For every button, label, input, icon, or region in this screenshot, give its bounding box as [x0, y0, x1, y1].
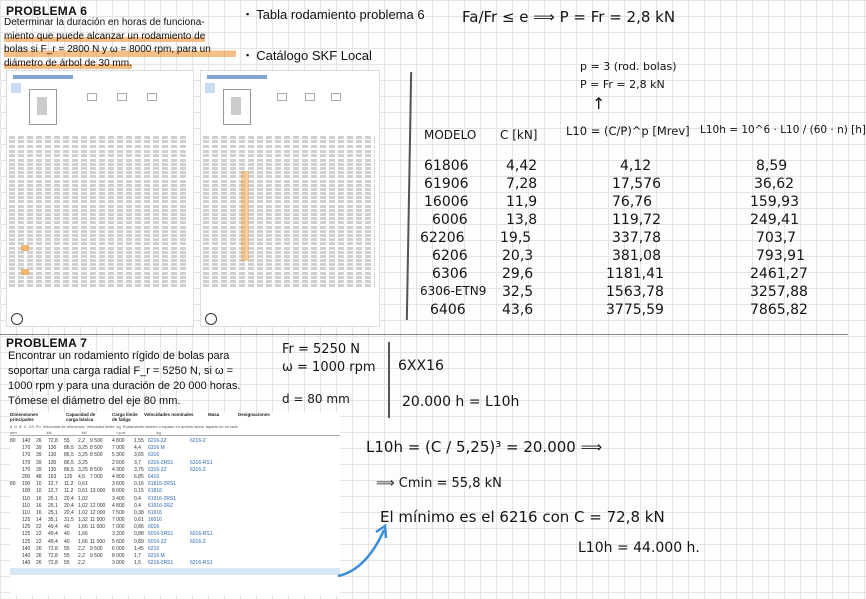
catalog-cell: 0,38 — [134, 509, 144, 516]
catalog-cell: 130 — [48, 452, 57, 459]
catalog-cell: 140 — [22, 545, 31, 552]
catalog-cell: 1,45 — [134, 545, 144, 552]
catalog-cell — [190, 481, 222, 488]
catalog-cell — [10, 553, 22, 560]
catalog-row — [10, 517, 340, 524]
catalog-cell: 22 — [36, 524, 42, 531]
catalog-cell: 110 — [22, 509, 30, 516]
catalog-cell: 0,61 — [78, 488, 88, 495]
catalog-cell: 8 500 — [90, 466, 103, 473]
catalog-cell: 86,5 — [64, 452, 74, 459]
catalog-cell: 26 — [36, 438, 42, 444]
catalog-cell: 7 000 — [112, 524, 125, 531]
catalog-row — [10, 524, 340, 531]
catalog-cell: 16 — [36, 502, 42, 509]
catalog-cell: 6216 M — [148, 553, 165, 559]
catalog-header: Masa — [208, 412, 220, 417]
section-divider — [0, 334, 848, 335]
catalog-cell: 6216-Z — [190, 438, 206, 444]
catalog-cell: 72,8 — [48, 438, 58, 444]
catalog-cell — [190, 452, 222, 459]
catalog-subheader: Velocidad límite — [86, 424, 115, 429]
catalog-cell: 1,5 — [134, 560, 141, 567]
problem7-statement — [8, 349, 268, 409]
catalog-cell: 80 — [10, 438, 16, 444]
cmin-result: ⟹ Cmin = 55,8 kN — [376, 476, 502, 491]
given-fr: Fr = 5250 N — [282, 342, 360, 357]
catalog-cell: 3 200 — [112, 531, 125, 538]
catalog-cell — [10, 460, 22, 467]
catalog-cell — [10, 474, 22, 481]
catalog-cell: 9 500 — [90, 438, 103, 444]
catalog-subheader: Pu — [35, 424, 41, 429]
catalog-row — [10, 503, 340, 510]
catalog-cell: 11,2 — [64, 481, 74, 488]
catalog-cell: 140 — [22, 553, 31, 559]
catalog-subheader: d — [10, 424, 13, 429]
table-row: 61806 4,42 4,12 8,59 — [424, 158, 788, 174]
catalog-cell — [190, 553, 222, 560]
catalog-cell: 55 — [64, 545, 70, 552]
catalog-page-thumbnail-2 — [200, 70, 380, 327]
catalog-cell: 3,75 — [134, 466, 144, 473]
catalog-cell: 1,66 — [78, 524, 88, 531]
catalog-cell: 125 — [22, 538, 31, 545]
catalog-cell: 6 000 — [112, 545, 125, 552]
catalog-cell — [190, 510, 222, 517]
catalog-cell: 0,89 — [134, 538, 144, 545]
catalog-cell: 125 — [22, 517, 31, 524]
catalog-cell: 20,4 — [64, 495, 74, 502]
catalog-cell: 80 — [10, 481, 16, 488]
catalog-cell: 20,4 — [64, 502, 74, 509]
catalog-cell: 6416 — [148, 473, 160, 480]
catalog-subheader: B — [19, 424, 22, 429]
catalog-cell: 8 500 — [90, 452, 103, 459]
catalog-unit: kN — [81, 430, 87, 435]
link-catalogo-skf[interactable]: ▪ Catálogo SKF Local — [246, 48, 372, 63]
catalog-cell: 4 800 — [112, 502, 125, 509]
catalog-table — [10, 412, 340, 596]
catalog-cell: 31,5 — [64, 517, 74, 524]
catalog-cell: 16 — [36, 509, 42, 516]
catalog-cell — [10, 560, 22, 567]
catalog-cell: 13 000 — [90, 488, 106, 495]
catalog-unit: mm — [10, 430, 17, 435]
catalog-cell: 125 — [22, 524, 31, 531]
load-note: P = Fr = 2,8 kN — [580, 78, 665, 91]
catalog-cell: 7 000 — [112, 517, 125, 524]
catalog-cell: 6216-2Z — [148, 438, 167, 444]
catalog-cell: 72,8 — [48, 553, 58, 559]
catalog-cell — [10, 496, 22, 503]
problem6-line-2: miento que puede alcanzar un rodamiento de — [4, 30, 206, 42]
catalog-cell: 6316 M — [148, 445, 165, 452]
catalog-cell — [190, 445, 222, 452]
catalog-row — [10, 460, 340, 467]
col-header-l10h: L10h = 10^6 · L10 / (60 · n) [h] — [700, 124, 866, 136]
required-life: 20.000 h = L10h — [402, 394, 520, 410]
catalog-cell: 55 — [64, 560, 70, 567]
catalog-subheader: C0 — [28, 424, 34, 429]
table-row: 6206 20,3 381,08 793,91 — [432, 248, 805, 264]
arrow-up-icon: ↑ — [592, 94, 606, 113]
catalog-cell: 12 000 — [90, 502, 106, 509]
catalog-cell: 7 000 — [90, 473, 103, 480]
catalog-cell — [190, 503, 222, 510]
given-divider — [388, 342, 390, 418]
catalog-cell — [90, 460, 112, 467]
catalog-cell: 55 — [64, 438, 70, 444]
catalog-cell: 61916-2RZ — [148, 502, 174, 509]
catalog-row — [10, 445, 340, 452]
catalog-cell: 200 — [22, 473, 31, 480]
catalog-cell: 1,32 — [78, 517, 88, 524]
catalog-cell: 6216-2RS1 — [148, 560, 174, 567]
catalog-cell: 8 000 — [112, 553, 125, 559]
exponent-note: p = 3 (rod. bolas) — [580, 60, 677, 73]
catalog-cell: 55 — [64, 553, 70, 559]
catalog-cell — [10, 524, 22, 531]
catalog-cell: 0,15 — [134, 488, 144, 495]
catalog-cell: 11 000 — [90, 538, 105, 545]
catalog-cell: 6316-Z — [190, 466, 206, 473]
catalog-cell — [190, 488, 222, 495]
problem7-line-4: Tómese el diámetro del eje 80 mm. — [8, 395, 181, 407]
catalog-cell: 0,4 — [134, 495, 141, 502]
catalog-cell: 130 — [48, 459, 57, 466]
catalog-cell — [10, 546, 22, 553]
catalog-subheader: Rodamiento abierto o tapado en ambos lados — [122, 424, 204, 429]
catalog-cell — [190, 496, 222, 503]
catalog-cell: 61916-2RS1 — [148, 495, 177, 502]
catalog-cell: 3 600 — [112, 481, 125, 488]
catalog-cell: 25,1 — [48, 509, 58, 516]
catalog-row — [10, 481, 340, 488]
catalog-cell: 26 — [36, 553, 42, 559]
table-row: 6006 13,8 119,72 249,41 — [432, 212, 799, 228]
catalog-cell: 6316 — [148, 452, 160, 459]
catalog-row — [10, 560, 340, 567]
catalog-row — [10, 539, 340, 546]
catalog-cell: 22 — [36, 531, 42, 538]
catalog-cell: 20,4 — [64, 509, 74, 516]
catalog-cell: 16016 — [148, 517, 162, 524]
catalog-row — [10, 531, 340, 538]
catalog-cell: 2,2 — [78, 545, 85, 552]
catalog-cell: 39 — [36, 459, 42, 466]
catalog-cell: 3,25 — [78, 459, 88, 466]
problem6-title: PROBLEMA 6 — [6, 4, 88, 18]
catalog-cell: 6016-2Z — [148, 538, 167, 545]
catalog-cell: 86,5 — [64, 459, 74, 466]
catalog-row — [10, 553, 340, 560]
selected-row-highlight — [10, 568, 340, 575]
arrow-to-row-icon — [336, 520, 396, 580]
catalog-cell: 10 — [36, 488, 42, 495]
catalog-cell: 6216-RS1 — [190, 560, 213, 567]
catalog-row — [10, 452, 340, 459]
catalog-cell: 6016-RS1 — [190, 531, 213, 538]
catalog-cell — [10, 503, 22, 510]
life-equation: L10h = (C / 5,25)³ = 20.000 ⟹ — [366, 438, 603, 456]
catalog-cell: 16 — [36, 495, 42, 502]
catalog-cell: 72,8 — [48, 560, 58, 567]
catalog-cell: 125 — [22, 531, 31, 538]
catalog-cell: 6016 — [148, 524, 160, 531]
catalog-cell: 12,7 — [48, 488, 58, 495]
catalog-cell — [10, 452, 22, 459]
catalog-cell — [190, 524, 222, 531]
catalog-cell: 86,5 — [64, 445, 74, 452]
catalog-header: Designaciones — [238, 412, 270, 417]
table-row: 61906 7,28 17,576 36,62 — [424, 176, 795, 192]
catalog-cell: 0,61 — [134, 517, 144, 524]
catalog-cell — [90, 481, 112, 488]
catalog-cell: 86,5 — [64, 466, 74, 473]
col-header-modelo: MODELO — [424, 128, 477, 142]
catalog-cell: 2 600 — [112, 459, 125, 466]
catalog-cell: 14 — [36, 517, 42, 524]
catalog-unit: kN — [46, 430, 52, 435]
catalog-cell — [10, 510, 22, 517]
catalog-cell: 6316-RS1 — [190, 459, 213, 466]
catalog-cell: 170 — [22, 445, 31, 452]
col-header-c: C [kN] — [500, 128, 538, 142]
catalog-row — [10, 474, 340, 481]
problem6-line-3: bolas si F_r = 2800 N y ω = 8000 rpm, para un — [4, 43, 236, 57]
catalog-cell: 1,02 — [78, 495, 88, 502]
catalog-cell: 25,1 — [48, 495, 58, 502]
problem6-line-4: diámetro de árbol de 30 mm. — [4, 57, 132, 69]
catalog-cell: 3 000 — [112, 560, 125, 567]
catalog-cell: 4 800 — [112, 473, 125, 480]
catalog-cell — [190, 474, 222, 481]
table-row: 6306-ETN9 32,5 1563,78 3257,88 — [420, 284, 808, 300]
catalog-cell: 39 — [36, 452, 42, 459]
problem7-line-1: Encontrar un rodamiento rígido de bolas para — [8, 350, 230, 362]
catalog-cell: 9 500 — [90, 545, 103, 552]
results-table — [420, 158, 840, 320]
final-life: L10h = 44.000 h. — [578, 540, 700, 556]
catalog-cell: 1,7 — [134, 553, 141, 559]
catalog-row — [10, 546, 340, 553]
catalog-cell: 6016-Z — [190, 538, 206, 545]
catalog-header: Capacidad de carga básica — [66, 412, 96, 422]
catalog-cell: 1,66 — [78, 538, 88, 545]
catalog-cell: 140 — [22, 560, 31, 567]
catalog-rows — [10, 438, 340, 567]
catalog-cell: 40 — [64, 524, 70, 531]
catalog-cell: 9 500 — [90, 553, 103, 559]
catalog-cell: 12,7 — [48, 481, 58, 488]
given-w: ω = 1000 rpm — [282, 360, 376, 375]
catalog-header: Velocidades nominales — [144, 412, 194, 417]
catalog-cell: 3 400 — [112, 495, 125, 502]
problem6-statement — [4, 16, 236, 70]
table-row: 62206 19,5 337,78 703,7 — [420, 230, 797, 246]
catalog-cell: 61816-2RS1 — [148, 481, 177, 488]
catalog-cell: 3,65 — [134, 452, 144, 459]
catalog-cell: 6216 — [148, 545, 160, 552]
catalog-subheader: Velocidad de referencia — [42, 424, 85, 429]
catalog-cell: 1,55 — [134, 438, 144, 444]
catalog-cell: 3,25 — [78, 466, 88, 473]
catalog-cell: 125 — [64, 473, 73, 480]
catalog-cell: 61816 — [148, 488, 162, 495]
catalog-cell: 40 — [64, 531, 70, 538]
catalog-cell: 11 000 — [90, 524, 105, 531]
catalog-cell: 3,25 — [78, 452, 88, 459]
given-d: d = 80 mm — [282, 392, 350, 406]
catalog-cell: 11,2 — [64, 488, 74, 495]
catalog-subheader: C — [23, 424, 27, 429]
catalog-subheader: D — [14, 424, 18, 429]
catalog-cell: 5 300 — [112, 452, 125, 459]
catalog-page-thumbnail-1 — [6, 70, 194, 327]
problem7-line-2: soportar una carga radial F_r = 5250 N, si ω = — [8, 365, 234, 377]
catalog-cell: 170 — [22, 459, 31, 466]
catalog-cell: 100 — [22, 488, 31, 495]
catalog-subheader: kg — [116, 424, 121, 429]
catalog-cell: 4,5 — [78, 473, 85, 480]
catalog-cell: 0,86 — [134, 524, 144, 531]
problem7-title: PROBLEMA 7 — [6, 336, 88, 350]
catalog-cell: 110 — [22, 502, 30, 509]
catalog-cell: 0,4 — [134, 502, 141, 509]
catalog-cell: 163 — [48, 473, 57, 480]
catalog-cell: 130 — [48, 466, 57, 473]
catalog-cell: 39 — [36, 445, 42, 452]
catalog-cell: 7 500 — [112, 509, 125, 516]
catalog-cell — [190, 546, 222, 553]
catalog-cell: 2,2 — [78, 553, 85, 559]
catalog-row — [10, 488, 340, 495]
table-row: 6306 29,6 1181,41 2461,27 — [432, 266, 808, 282]
catalog-cell: 4 300 — [112, 466, 125, 473]
catalog-cell: 5 600 — [112, 538, 125, 545]
table-row: 16006 11,9 76,76 159,93 — [424, 194, 799, 210]
ratio-condition: Fa/Fr ≤ e ⟹ P = Fr = 2,8 kN — [462, 8, 676, 26]
catalog-cell: 49,4 — [48, 538, 58, 545]
catalog-row — [10, 438, 340, 445]
catalog-cell: 1,02 — [78, 502, 88, 509]
catalog-cell: 61916 — [148, 509, 162, 516]
catalog-cell: 170 — [22, 466, 31, 473]
catalog-header: Dimensiones principales — [10, 412, 39, 422]
catalog-cell — [90, 560, 112, 567]
problem7-line-3: 1000 rpm y para una duración de 20 000 horas. — [8, 380, 241, 392]
catalog-cell: 10 — [36, 481, 42, 488]
conclusion-text: El mínimo es el 6216 con C = 72,8 kN — [380, 508, 665, 526]
col-header-l10: L10 = (C/P)^p [Mrev] — [566, 124, 690, 138]
catalog-row — [10, 496, 340, 503]
catalog-cell: 40 — [64, 538, 70, 545]
catalog-header: Carga límite de fatiga — [112, 412, 138, 422]
table-row: 6406 43,6 3775,59 7865,82 — [430, 302, 808, 318]
catalog-cell — [10, 488, 22, 495]
table-vertical-divider — [406, 72, 412, 320]
catalog-cell: 6316-2Z — [148, 466, 167, 473]
catalog-cell: 6016-2RS1 — [148, 531, 174, 538]
catalog-row — [10, 510, 340, 517]
catalog-unit: - — [190, 430, 193, 435]
link-tabla-rodamiento[interactable]: ▪ Tabla rodamiento problema 6 — [246, 7, 425, 22]
catalog-cell — [10, 517, 22, 524]
catalog-cell: 22 — [36, 538, 42, 545]
catalog-cell: 49,4 — [48, 531, 58, 538]
catalog-cell: 4 800 — [112, 438, 125, 444]
catalog-cell: 100 — [22, 481, 31, 488]
catalog-cell: 35,1 — [48, 517, 58, 524]
catalog-cell — [10, 531, 22, 538]
catalog-cell: 11 000 — [90, 517, 105, 524]
catalog-cell: 0,88 — [134, 531, 144, 538]
catalog-cell: 170 — [22, 452, 31, 459]
catalog-cell: 6316-2RS1 — [148, 459, 174, 466]
catalog-cell: 7 000 — [112, 445, 125, 452]
catalog-cell: 26 — [36, 560, 42, 567]
catalog-cell — [90, 496, 112, 503]
series-code: 6XX16 — [398, 358, 444, 374]
catalog-cell: 8 000 — [112, 488, 125, 495]
catalog-cell — [10, 445, 22, 452]
catalog-cell: 110 — [22, 495, 30, 502]
catalog-cell: 0,16 — [134, 481, 144, 488]
catalog-cell: 39 — [36, 466, 42, 473]
catalog-cell: 3,25 — [78, 445, 88, 452]
catalog-cell: 12 000 — [90, 509, 106, 516]
catalog-unit: r.p.m. — [116, 430, 127, 435]
catalog-cell: 25,1 — [48, 502, 58, 509]
catalog-row — [10, 467, 340, 474]
catalog-cell — [10, 539, 22, 546]
catalog-cell: 2,2 — [78, 438, 85, 444]
catalog-cell: 49,4 — [48, 524, 58, 531]
catalog-cell: 48 — [36, 473, 42, 480]
catalog-unit: kg — [156, 430, 161, 435]
catalog-cell: 140 — [22, 438, 31, 444]
catalog-cell: 26 — [36, 545, 42, 552]
catalog-cell: 0,61 — [78, 481, 88, 488]
catalog-cell — [190, 517, 222, 524]
catalog-cell: 3,7 — [134, 459, 141, 466]
catalog-cell: 1,66 — [78, 531, 88, 538]
catalog-cell: 6,85 — [134, 473, 144, 480]
catalog-cell — [90, 531, 112, 538]
catalog-cell: 130 — [48, 445, 57, 452]
catalog-cell — [10, 467, 22, 474]
catalog-cell: 1,02 — [78, 509, 88, 516]
catalog-cell: 8 500 — [90, 445, 103, 452]
problem6-line-1: Determinar la duración en horas de funciona- — [4, 17, 205, 28]
catalog-cell: 2,2 — [78, 560, 85, 567]
catalog-cell: 72,8 — [48, 545, 58, 552]
catalog-subheader: tapado en un lado — [205, 424, 238, 429]
catalog-cell: 4,4 — [134, 445, 141, 452]
